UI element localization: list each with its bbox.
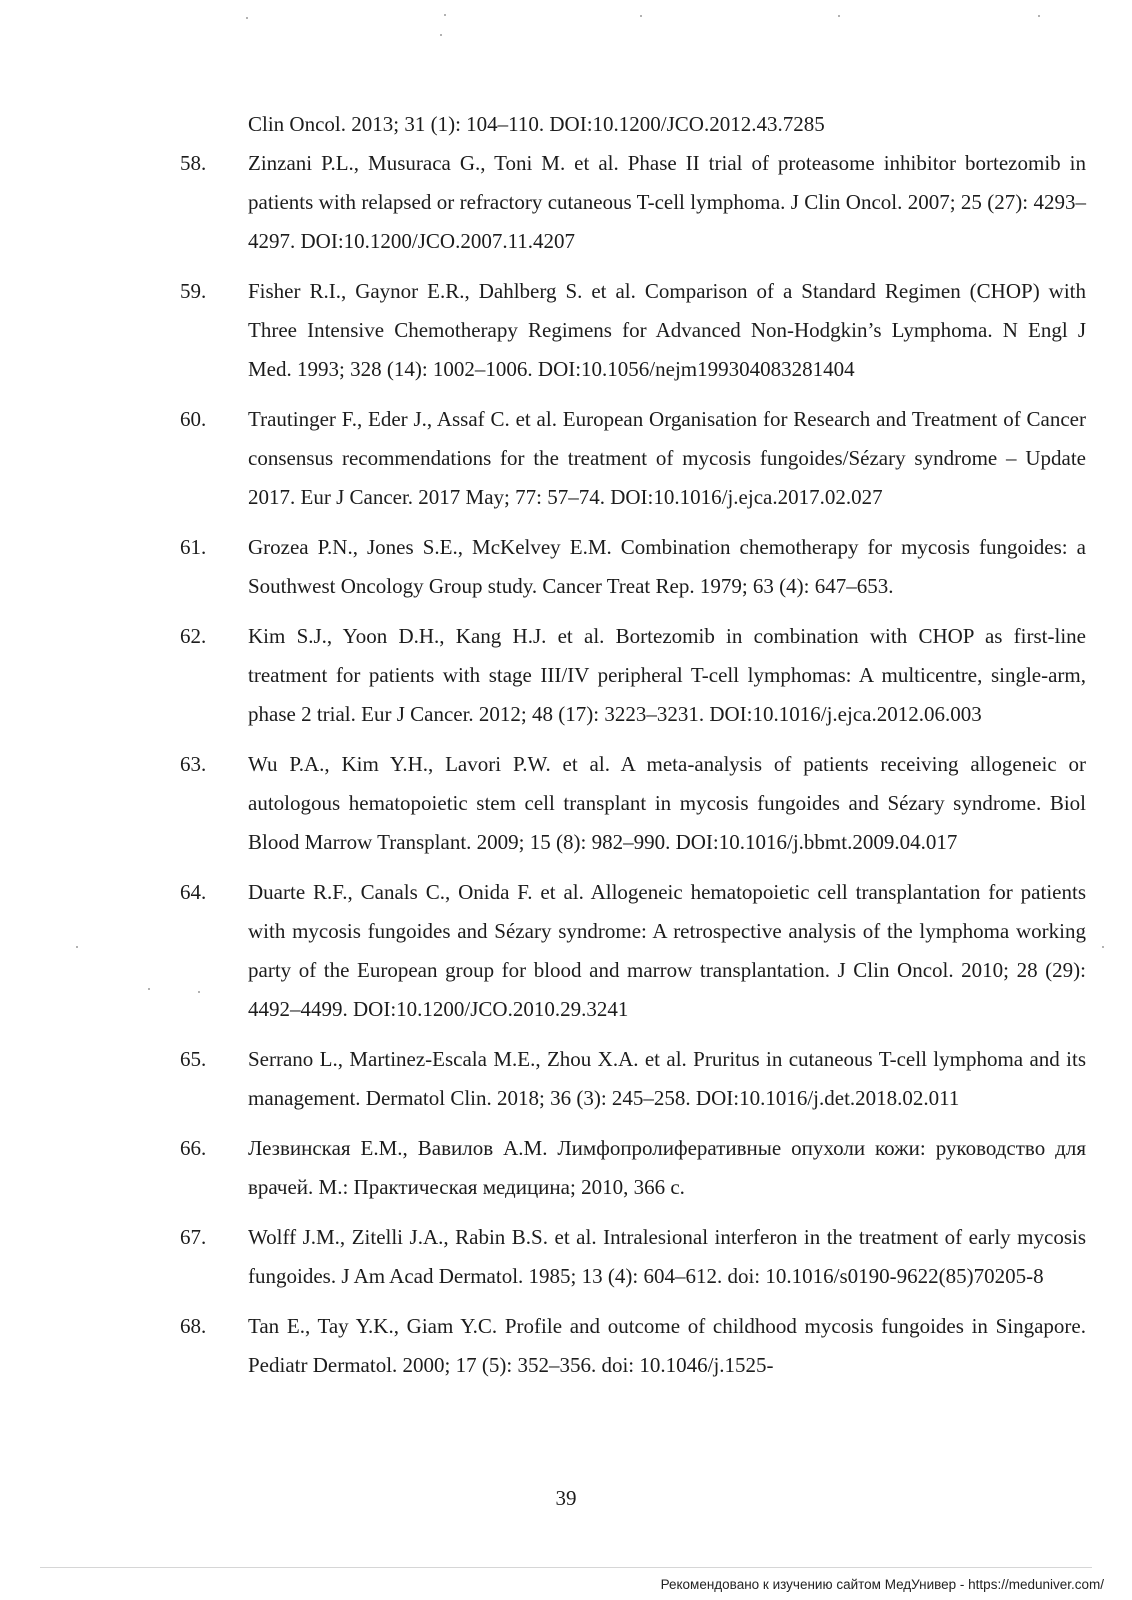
reference-number: 60. xyxy=(180,407,207,431)
scan-speck xyxy=(838,15,840,17)
reference-item xyxy=(180,1218,1086,1296)
reference-item xyxy=(180,144,1086,261)
reference-item xyxy=(180,1040,1086,1118)
reference-item xyxy=(180,528,1086,606)
reference-number: 59. xyxy=(180,279,207,303)
reference-number: 58. xyxy=(180,151,207,175)
scan-speck xyxy=(246,17,248,19)
footer-divider xyxy=(40,1567,1092,1568)
footer-watermark-link[interactable]: Рекомендовано к изучению сайтом МедУнивер - https://meduniver.com/ xyxy=(660,1577,1104,1592)
reference-item xyxy=(180,1307,1086,1385)
reference-item xyxy=(180,272,1086,389)
reference-text: Zinzani P.L., Musuraca G., Toni M. et al. Phase II trial of proteasome inhibitor bortezomib in patients with relapsed or refractory cutaneous T-cell lymphoma. J Clin Oncol. 2007; 25 (27): 4293–4297. DOI:10.1200/JCO.2007.11.4207 xyxy=(248,151,1086,253)
reference-number: 63. xyxy=(180,752,207,776)
reference-continuation: Clin Oncol. 2013; 31 (1): 104–110. DOI:10.1200/JCO.2012.43.7285 xyxy=(248,112,825,136)
page-number: 39 xyxy=(555,1486,577,1510)
scan-speck xyxy=(1038,15,1040,17)
reference-text: Tan E., Tay Y.K., Giam Y.C. Profile and outcome of childhood mycosis fungoides in Singapore. Pediatr Dermatol. 2000; 17 (5): 352–356. doi: 10.1046/j.1525- xyxy=(248,1314,1086,1377)
scan-speck xyxy=(1102,946,1104,948)
reference-text: Wu P.A., Kim Y.H., Lavori P.W. et al. A meta-analysis of patients receiving allogeneic or autologous hematopoietic stem cell transplant in mycosis fungoides and Sézary syndrome. Biol Blood Marrow Transplant. 2009; 15 (8): 982–990. DOI:10.1016/j.bbmt.2009.04.017 xyxy=(248,752,1086,854)
scan-speck xyxy=(444,14,446,16)
scan-speck xyxy=(640,15,642,17)
reference-text: Лезвинская Е.М., Вавилов А.М. Лимфопролиферативные опухоли кожи: руководство для врачей. М.: Практическая медицина; 2010, 366 с. xyxy=(248,1136,1086,1199)
reference-text: Grozea P.N., Jones S.E., McKelvey E.M. Combination chemotherapy for mycosis fungoides: a Southwest Oncology Group study. Cancer Treat Rep. 1979; 63 (4): 647–653. xyxy=(248,535,1086,598)
reference-number: 65. xyxy=(180,1047,207,1071)
reference-item xyxy=(180,745,1086,862)
scan-speck xyxy=(76,946,78,948)
reference-text: Kim S.J., Yoon D.H., Kang H.J. et al. Bortezomib in combination with CHOP as first-line treatment for patients with stage III/IV peripheral T-cell lymphomas: A multicentre, single-arm, phase 2 trial. Eur J Cancer. 2012; 48 (17): 3223–3231. DOI:10.1016/j.ejca.2012.06.003 xyxy=(248,624,1086,726)
reference-item xyxy=(180,617,1086,734)
reference-text: Duarte R.F., Canals C., Onida F. et al. Allogeneic hematopoietic cell transplantation for patients with mycosis fungoides and Sézary syndrome: A retrospective analysis of the lymphoma working party of the European group for blood and marrow transplantation. J Clin Oncol. 2010; 28 (29): 4492–4499. DOI:10.1200/JCO.2010.29.3241 xyxy=(248,880,1086,1021)
reference-text: Serrano L., Martinez-Escala M.E., Zhou X.A. et al. Pruritus in cutaneous T-cell lymphoma and its management. Dermatol Clin. 2018; 36 (3): 245–258. DOI:10.1016/j.det.2018.02.011 xyxy=(248,1047,1086,1110)
reference-text: Fisher R.I., Gaynor E.R., Dahlberg S. et al. Comparison of a Standard Regimen (CHOP) with Three Intensive Chemotherapy Regimens for Advanced Non-Hodgkin’s Lymphoma. N Engl J Med. 1993; 328 (14): 1002–1006. DOI:10.1056/nejm199304083281404 xyxy=(248,279,1086,381)
scan-speck xyxy=(440,34,442,36)
reference-text: Wolff J.M., Zitelli J.A., Rabin B.S. et al. Intralesional interferon in the treatment of early mycosis fungoides. J Am Acad Dermatol. 1985; 13 (4): 604–612. doi: 10.1016/s0190-9622(85)70205-8 xyxy=(248,1225,1086,1288)
scan-speck xyxy=(148,988,150,990)
reference-list xyxy=(180,144,1086,1396)
reference-number: 67. xyxy=(180,1225,207,1249)
reference-number: 61. xyxy=(180,535,207,559)
reference-number: 62. xyxy=(180,624,207,648)
reference-text: Trautinger F., Eder J., Assaf C. et al. European Organisation for Research and Treatment of Cancer consensus recommendations for the treatment of mycosis fungoides/Sézary syndrome – Update 2017. Eur J Cancer. 2017 May; 77: 57–74. DOI:10.1016/j.ejca.2017.02.027 xyxy=(248,407,1086,509)
reference-item xyxy=(180,1129,1086,1207)
reference-number: 66. xyxy=(180,1136,207,1160)
reference-item xyxy=(180,400,1086,517)
reference-item xyxy=(180,873,1086,1029)
reference-number: 64. xyxy=(180,880,207,904)
reference-number: 68. xyxy=(180,1314,207,1338)
